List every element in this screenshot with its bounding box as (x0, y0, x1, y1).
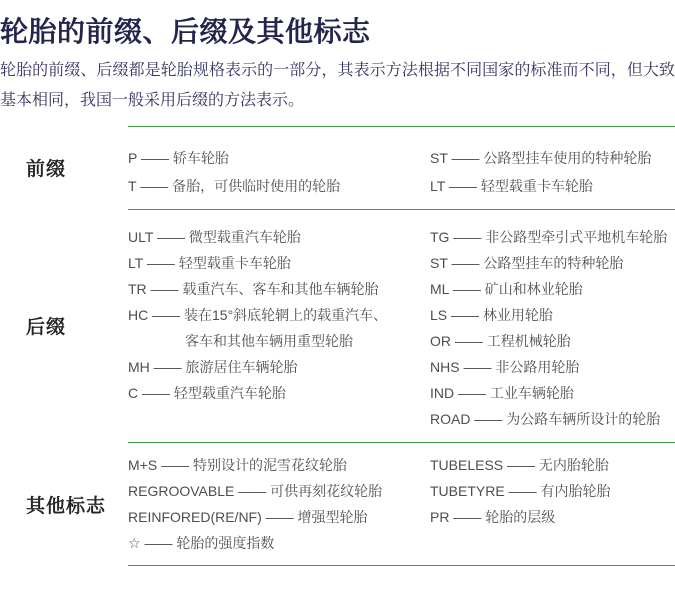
definition-column-right (430, 144, 675, 200)
definition-item: P —— 轿车轮胎 (128, 150, 229, 166)
section-label-other: 其他标志 (26, 495, 107, 517)
definition-item: LT —— 轻型载重卡车轮胎 (430, 178, 593, 194)
section-suffix (0, 209, 675, 442)
definition-item: M+S —— 特别设计的泥雪花纹轮胎 (128, 457, 347, 473)
definition-item: ROAD —— 为公路车辆所设计的轮胎 (430, 411, 661, 427)
definition-item: PR —— 轮胎的层级 (430, 509, 556, 525)
definition-item: ☆ —— 轮胎的强度指数 (128, 535, 275, 551)
definition-item: MH —— 旅游居住车辆轮胎 (128, 359, 298, 375)
section-body (128, 126, 675, 209)
definition-column-left (128, 224, 430, 406)
section-label-suffix: 后缀 (26, 317, 67, 338)
section-body (128, 209, 675, 442)
definition-column-left (128, 452, 430, 556)
definition-item: ULT —— 微型载重汽车轮胎 (128, 229, 301, 245)
definition-column-left (128, 144, 430, 200)
section-other (0, 442, 675, 566)
definition-item: IND —— 工业车辆轮胎 (430, 385, 574, 401)
definition-item-continuation: 客车和其他车辆用重型轮胎 (185, 333, 353, 349)
definition-item: ML —— 矿山和林业轮胎 (430, 281, 583, 297)
intro-paragraph: 轮胎的前缀、后缀都是轮胎规格表示的一部分，其表示方法根据不同国家的标准而不同，但大致基本相同，我国一般采用后缀的方法表示。 (0, 62, 675, 109)
definition-item: NHS —— 非公路用轮胎 (430, 359, 580, 375)
definition-column-right (430, 452, 675, 530)
definition-item: TR —— 载重汽车、客车和其他车辆轮胎 (128, 281, 379, 297)
definition-item: REINFORED(RE/NF) —— 增强型轮胎 (128, 509, 368, 525)
definition-item: TUBELESS —— 无内胎轮胎 (430, 457, 609, 473)
definition-item: HC —— 装在15°斜底轮辋上的载重汽车、 客车和其他车辆用重型轮胎 (128, 302, 430, 354)
definition-item: C —— 轻型载重汽车轮胎 (128, 385, 286, 401)
definition-sections (0, 126, 675, 566)
definition-item: ST —— 公路型挂车使用的特种轮胎 (430, 150, 652, 166)
definition-item: TG —— 非公路型牵引式平地机车轮胎 (430, 229, 668, 245)
definition-item: REGROOVABLE —— 可供再刻花纹轮胎 (128, 483, 383, 499)
definition-item: T —— 备胎，可供临时使用的轮胎 (128, 178, 341, 194)
definition-item: ST —— 公路型挂车的特种轮胎 (430, 255, 624, 271)
page-title: 轮胎的前缀、后缀及其他标志 (0, 16, 371, 47)
definition-item: LS —— 林业用轮胎 (430, 307, 553, 323)
section-prefix (0, 126, 675, 209)
definition-item: OR —— 工程机械轮胎 (430, 333, 571, 349)
definition-column-right (430, 224, 675, 432)
section-label-prefix: 前缀 (26, 159, 67, 180)
definition-item: LT —— 轻型载重卡车轮胎 (128, 255, 291, 271)
definition-item: TUBETYRE —— 有内胎轮胎 (430, 483, 611, 499)
section-body (128, 442, 675, 566)
